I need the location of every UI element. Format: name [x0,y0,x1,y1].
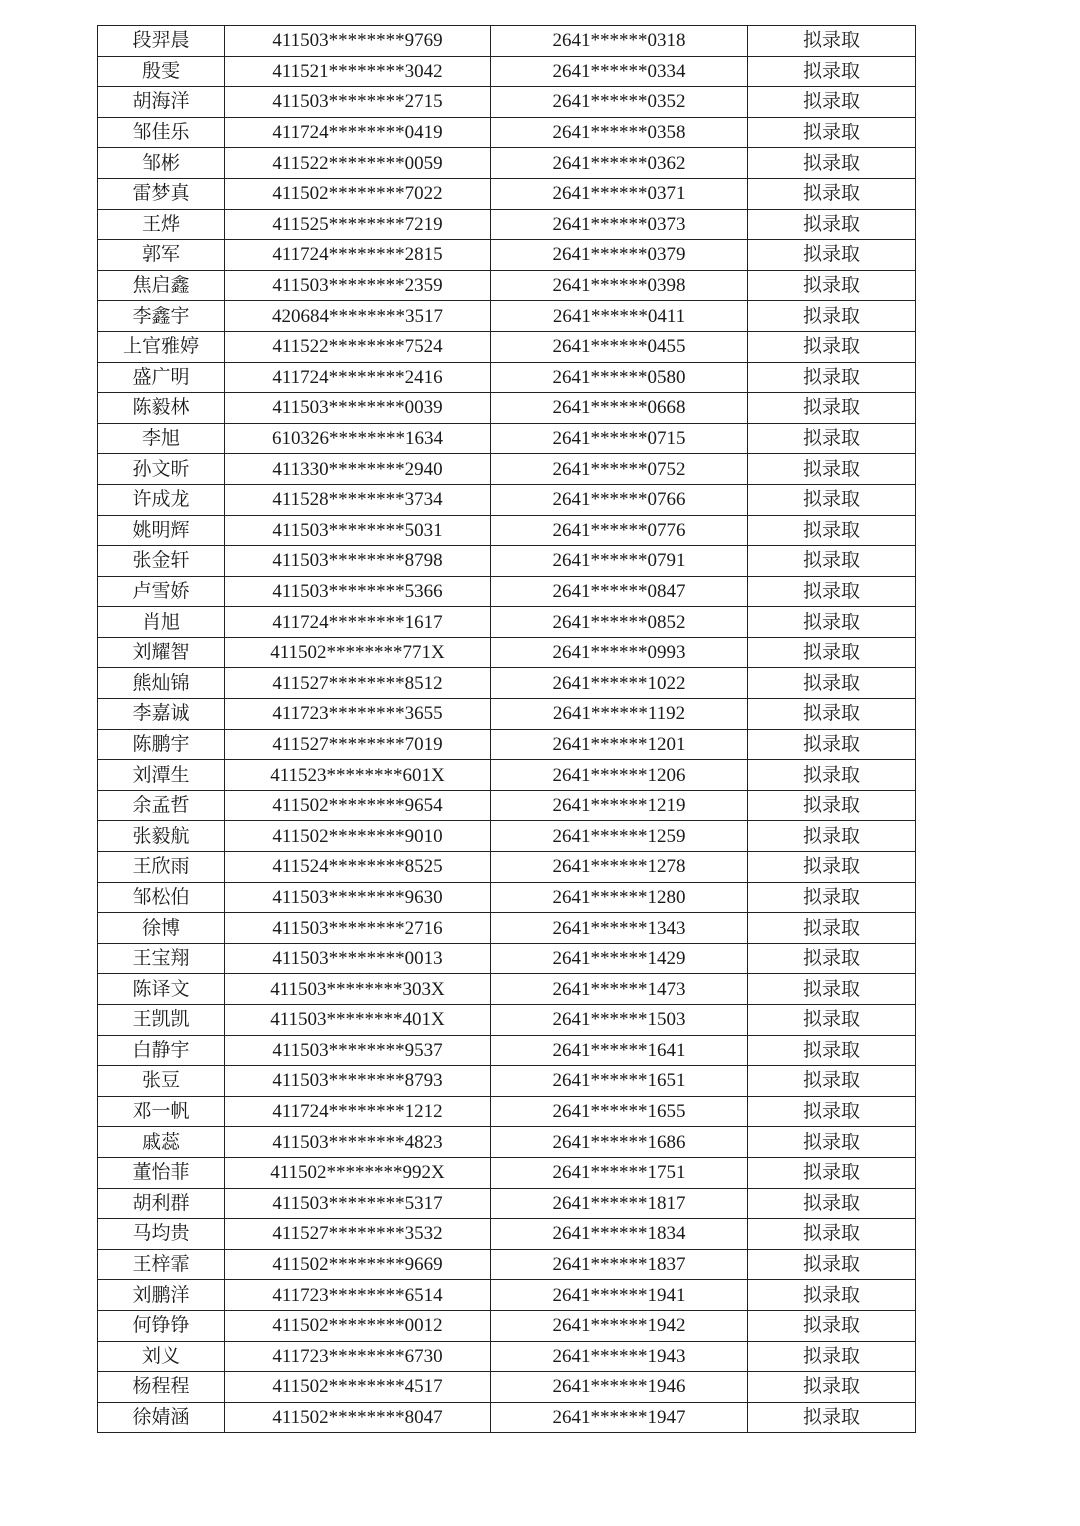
table-row [98,1066,916,1097]
id-number-cell: 411502********0012 [225,1310,491,1341]
id-number-cell: 411503********303X [225,974,491,1005]
table-row [98,148,916,179]
name-cell: 李旭 [98,423,225,454]
id-number-cell: 411525********7219 [225,209,491,240]
table-row [98,178,916,209]
result-cell: 拟录取 [748,1066,916,1097]
name-cell: 刘潭生 [98,760,225,791]
name-cell: 刘鹏洋 [98,1280,225,1311]
id-number-cell: 411503********0013 [225,943,491,974]
name-cell: 杨程程 [98,1372,225,1403]
result-cell: 拟录取 [748,1402,916,1433]
table-row [98,209,916,240]
result-cell: 拟录取 [748,117,916,148]
table-row [98,1096,916,1127]
exam-number-cell: 2641******1192 [491,699,748,730]
id-number-cell: 411724********1617 [225,607,491,638]
table-row [98,1219,916,1250]
table-row [98,331,916,362]
id-number-cell: 411502********8047 [225,1402,491,1433]
table-row [98,270,916,301]
id-number-cell: 411723********6514 [225,1280,491,1311]
id-number-cell: 411503********4823 [225,1127,491,1158]
name-cell: 焦启鑫 [98,270,225,301]
id-number-cell: 411503********5031 [225,515,491,546]
table-row [98,515,916,546]
result-cell: 拟录取 [748,576,916,607]
name-cell: 孙文昕 [98,454,225,485]
id-number-cell: 411502********9669 [225,1249,491,1280]
name-cell: 王欣雨 [98,852,225,883]
result-cell: 拟录取 [748,1035,916,1066]
id-number-cell: 411503********0039 [225,393,491,424]
exam-number-cell: 2641******1655 [491,1096,748,1127]
exam-number-cell: 2641******0752 [491,454,748,485]
table-row [98,699,916,730]
name-cell: 郭军 [98,240,225,271]
result-cell: 拟录取 [748,1372,916,1403]
id-number-cell: 411503********9537 [225,1035,491,1066]
result-cell: 拟录取 [748,178,916,209]
result-cell: 拟录取 [748,637,916,668]
name-cell: 邹彬 [98,148,225,179]
id-number-cell: 411503********8793 [225,1066,491,1097]
name-cell: 陈译文 [98,974,225,1005]
exam-number-cell: 2641******0352 [491,87,748,118]
table-row [98,974,916,1005]
id-number-cell: 411724********1212 [225,1096,491,1127]
exam-number-cell: 2641******1943 [491,1341,748,1372]
exam-number-cell: 2641******1503 [491,1005,748,1036]
name-cell: 徐博 [98,913,225,944]
id-number-cell: 420684********3517 [225,301,491,332]
table-row [98,1035,916,1066]
exam-number-cell: 2641******0993 [491,637,748,668]
table-row [98,484,916,515]
result-cell: 拟录取 [748,56,916,87]
id-number-cell: 411503********9630 [225,882,491,913]
id-number-cell: 411527********7019 [225,729,491,760]
result-cell: 拟录取 [748,270,916,301]
id-number-cell: 411330********2940 [225,454,491,485]
id-number-cell: 411723********6730 [225,1341,491,1372]
id-number-cell: 411527********3532 [225,1219,491,1250]
table-row [98,301,916,332]
exam-number-cell: 2641******1278 [491,852,748,883]
result-cell: 拟录取 [748,362,916,393]
exam-number-cell: 2641******1641 [491,1035,748,1066]
result-cell: 拟录取 [748,1280,916,1311]
result-cell: 拟录取 [748,852,916,883]
exam-number-cell: 2641******1206 [491,760,748,791]
result-cell: 拟录取 [748,240,916,271]
table-row [98,26,916,57]
id-number-cell: 411503********5366 [225,576,491,607]
exam-number-cell: 2641******1946 [491,1372,748,1403]
table-row [98,790,916,821]
result-cell: 拟录取 [748,1005,916,1036]
id-number-cell: 411503********2359 [225,270,491,301]
table-row [98,1341,916,1372]
result-cell: 拟录取 [748,1310,916,1341]
name-cell: 李嘉诚 [98,699,225,730]
result-cell: 拟录取 [748,1249,916,1280]
result-cell: 拟录取 [748,1341,916,1372]
exam-number-cell: 2641******1280 [491,882,748,913]
result-cell: 拟录取 [748,301,916,332]
exam-number-cell: 2641******1942 [491,1310,748,1341]
name-cell: 刘耀智 [98,637,225,668]
name-cell: 姚明辉 [98,515,225,546]
table-row [98,576,916,607]
table-row [98,454,916,485]
name-cell: 胡利群 [98,1188,225,1219]
name-cell: 卢雪娇 [98,576,225,607]
table-row [98,882,916,913]
name-cell: 戚蕊 [98,1127,225,1158]
id-number-cell: 411524********8525 [225,852,491,883]
result-cell: 拟录取 [748,1188,916,1219]
id-number-cell: 411503********9769 [225,26,491,57]
result-cell: 拟录取 [748,821,916,852]
exam-number-cell: 2641******0318 [491,26,748,57]
exam-number-cell: 2641******0776 [491,515,748,546]
exam-number-cell: 2641******1947 [491,1402,748,1433]
name-cell: 白静宇 [98,1035,225,1066]
table-row [98,1402,916,1433]
id-number-cell: 411502********992X [225,1157,491,1188]
exam-number-cell: 2641******0411 [491,301,748,332]
exam-number-cell: 2641******0766 [491,484,748,515]
id-number-cell: 411502********4517 [225,1372,491,1403]
result-cell: 拟录取 [748,515,916,546]
exam-number-cell: 2641******1259 [491,821,748,852]
id-number-cell: 411503********2715 [225,87,491,118]
table-row [98,1188,916,1219]
name-cell: 雷梦真 [98,178,225,209]
result-cell: 拟录取 [748,148,916,179]
table-row [98,1372,916,1403]
name-cell: 盛广明 [98,362,225,393]
result-cell: 拟录取 [748,423,916,454]
exam-number-cell: 2641******0715 [491,423,748,454]
result-cell: 拟录取 [748,1157,916,1188]
name-cell: 李鑫宇 [98,301,225,332]
name-cell: 段羿晨 [98,26,225,57]
id-number-cell: 411522********0059 [225,148,491,179]
name-cell: 邹佳乐 [98,117,225,148]
exam-number-cell: 2641******1834 [491,1219,748,1250]
table-row [98,821,916,852]
name-cell: 王宝翔 [98,943,225,974]
exam-number-cell: 2641******0580 [491,362,748,393]
name-cell: 王凯凯 [98,1005,225,1036]
name-cell: 许成龙 [98,484,225,515]
exam-number-cell: 2641******1201 [491,729,748,760]
exam-number-cell: 2641******1651 [491,1066,748,1097]
exam-number-cell: 2641******1219 [491,790,748,821]
result-cell: 拟录取 [748,26,916,57]
admission-table [97,25,916,1433]
table-row [98,240,916,271]
table-row [98,1310,916,1341]
name-cell: 董怡菲 [98,1157,225,1188]
exam-number-cell: 2641******1941 [491,1280,748,1311]
name-cell: 王梓霏 [98,1249,225,1280]
result-cell: 拟录取 [748,607,916,638]
exam-number-cell: 2641******0847 [491,576,748,607]
table-row [98,393,916,424]
table-row [98,1005,916,1036]
result-cell: 拟录取 [748,454,916,485]
exam-number-cell: 2641******0362 [491,148,748,179]
id-number-cell: 411502********9654 [225,790,491,821]
exam-number-cell: 2641******0373 [491,209,748,240]
exam-number-cell: 2641******1686 [491,1127,748,1158]
id-number-cell: 411502********7022 [225,178,491,209]
exam-number-cell: 2641******0379 [491,240,748,271]
table-row [98,637,916,668]
exam-number-cell: 2641******0852 [491,607,748,638]
id-number-cell: 411521********3042 [225,56,491,87]
name-cell: 张豆 [98,1066,225,1097]
name-cell: 殷雯 [98,56,225,87]
table-row [98,1280,916,1311]
table-row [98,1127,916,1158]
name-cell: 陈鹏宇 [98,729,225,760]
admission-table-body [98,26,916,1433]
name-cell: 邹松伯 [98,882,225,913]
id-number-cell: 411724********2815 [225,240,491,271]
name-cell: 熊灿锦 [98,668,225,699]
result-cell: 拟录取 [748,974,916,1005]
table-row [98,668,916,699]
name-cell: 刘义 [98,1341,225,1372]
id-number-cell: 411503********401X [225,1005,491,1036]
name-cell: 陈毅林 [98,393,225,424]
table-row [98,852,916,883]
id-number-cell: 411523********601X [225,760,491,791]
name-cell: 肖旭 [98,607,225,638]
result-cell: 拟录取 [748,882,916,913]
result-cell: 拟录取 [748,546,916,577]
id-number-cell: 411527********8512 [225,668,491,699]
exam-number-cell: 2641******0334 [491,56,748,87]
exam-number-cell: 2641******1751 [491,1157,748,1188]
id-number-cell: 411724********0419 [225,117,491,148]
id-number-cell: 411502********771X [225,637,491,668]
id-number-cell: 411723********3655 [225,699,491,730]
result-cell: 拟录取 [748,729,916,760]
result-cell: 拟录取 [748,943,916,974]
name-cell: 邓一帆 [98,1096,225,1127]
exam-number-cell: 2641******1837 [491,1249,748,1280]
table-row [98,546,916,577]
exam-number-cell: 2641******1817 [491,1188,748,1219]
result-cell: 拟录取 [748,699,916,730]
id-number-cell: 411503********5317 [225,1188,491,1219]
name-cell: 余孟哲 [98,790,225,821]
name-cell: 张毅航 [98,821,225,852]
id-number-cell: 411502********9010 [225,821,491,852]
id-number-cell: 411724********2416 [225,362,491,393]
result-cell: 拟录取 [748,1127,916,1158]
exam-number-cell: 2641******1429 [491,943,748,974]
table-row [98,913,916,944]
id-number-cell: 411503********2716 [225,913,491,944]
table-row [98,1157,916,1188]
result-cell: 拟录取 [748,760,916,791]
id-number-cell: 610326********1634 [225,423,491,454]
name-cell: 胡海洋 [98,87,225,118]
name-cell: 何铮铮 [98,1310,225,1341]
table-row [98,56,916,87]
result-cell: 拟录取 [748,1219,916,1250]
table-row [98,1249,916,1280]
result-cell: 拟录取 [748,393,916,424]
document-page [97,25,915,1433]
exam-number-cell: 2641******1022 [491,668,748,699]
table-row [98,760,916,791]
table-row [98,423,916,454]
table-row [98,943,916,974]
name-cell: 马均贵 [98,1219,225,1250]
exam-number-cell: 2641******0455 [491,331,748,362]
result-cell: 拟录取 [748,209,916,240]
exam-number-cell: 2641******0371 [491,178,748,209]
result-cell: 拟录取 [748,1096,916,1127]
result-cell: 拟录取 [748,331,916,362]
exam-number-cell: 2641******0791 [491,546,748,577]
result-cell: 拟录取 [748,484,916,515]
exam-number-cell: 2641******1343 [491,913,748,944]
name-cell: 上官雅婷 [98,331,225,362]
id-number-cell: 411528********3734 [225,484,491,515]
table-row [98,607,916,638]
result-cell: 拟录取 [748,87,916,118]
exam-number-cell: 2641******0398 [491,270,748,301]
id-number-cell: 411503********8798 [225,546,491,577]
name-cell: 张金轩 [98,546,225,577]
result-cell: 拟录取 [748,790,916,821]
id-number-cell: 411522********7524 [225,331,491,362]
table-row [98,362,916,393]
name-cell: 王烨 [98,209,225,240]
result-cell: 拟录取 [748,913,916,944]
table-row [98,729,916,760]
exam-number-cell: 2641******0668 [491,393,748,424]
table-row [98,117,916,148]
exam-number-cell: 2641******0358 [491,117,748,148]
result-cell: 拟录取 [748,668,916,699]
name-cell: 徐婧涵 [98,1402,225,1433]
exam-number-cell: 2641******1473 [491,974,748,1005]
table-row [98,87,916,118]
